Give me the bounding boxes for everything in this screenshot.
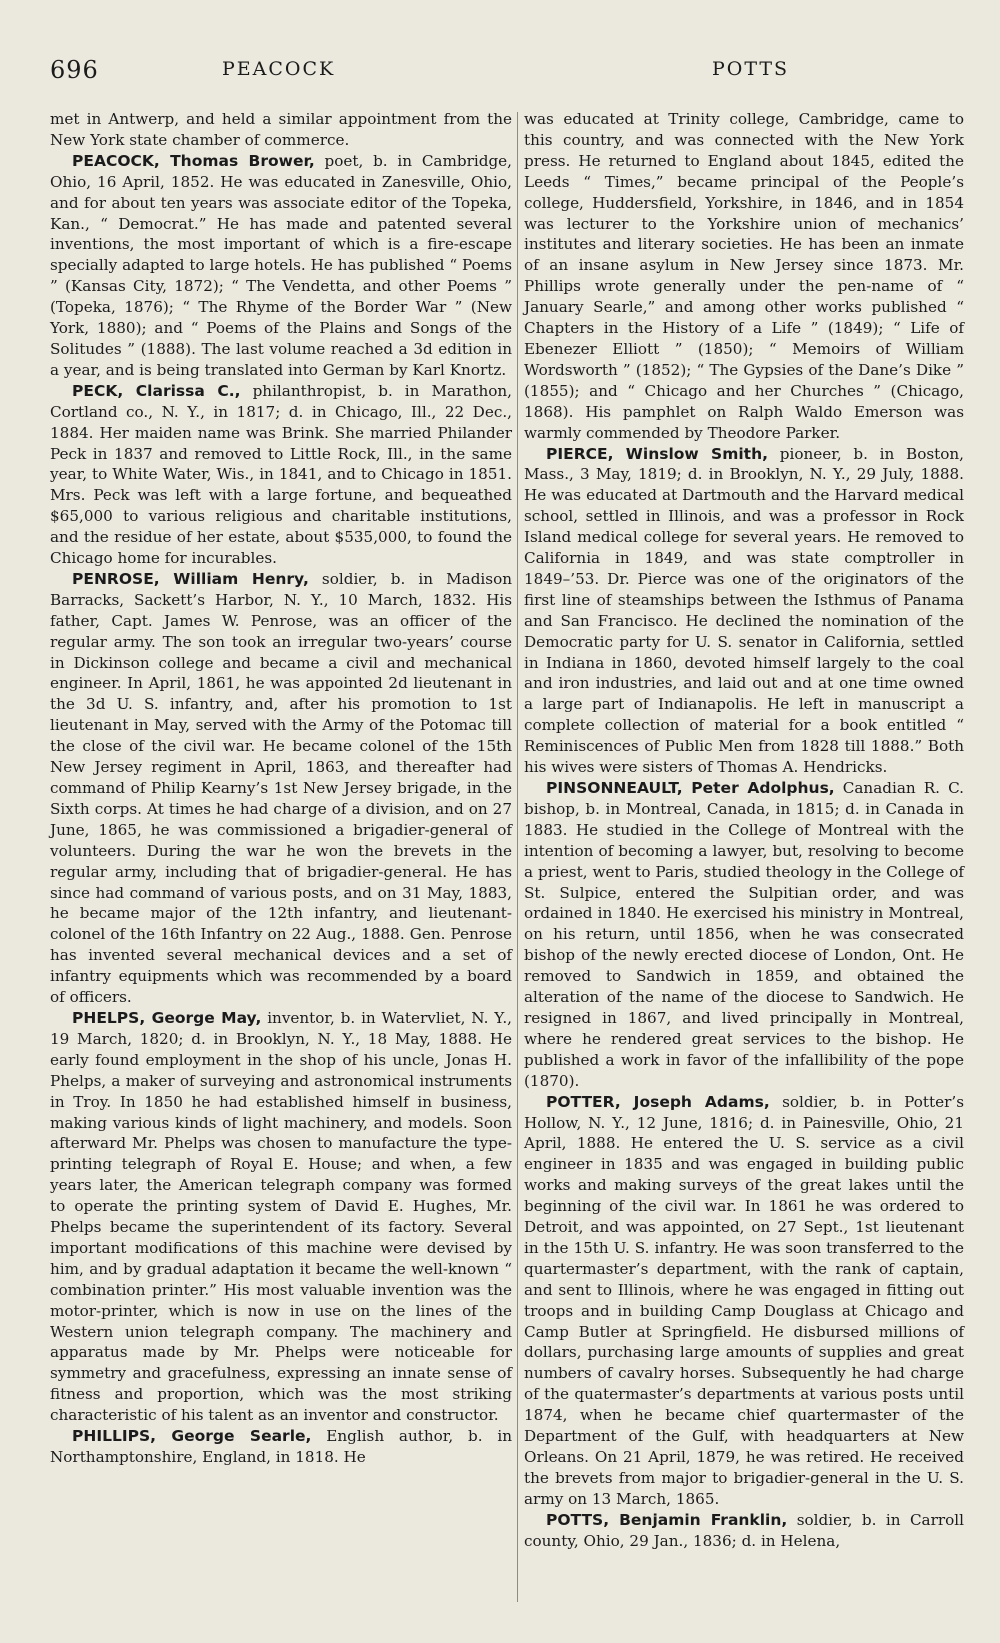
entry-pierce bbox=[524, 444, 964, 779]
entry-pinsonneault bbox=[524, 778, 964, 1092]
entry-text: soldier, b. in Madison Barracks, Sackett’s Harbor, N. Y., 10 March, 1832. His father, Capt. James W. Penrose, was an officer of the regular army. The son took an irregular two-years’ course in Dickinson college and became a civil and mechanical engineer. In April, 1861, he was appointed 2d lieutenant in the 3d U. S. infantry, and, after his promotion to 1st lieutenant in May, served with the Army of the Potomac till the close of the civil war. He became colonel of the 15th New Jersey regiment in April, 1863, and thereafter had command of Philip Kearny’s 1st New Jersey brigade, in the Sixth corps. At times he had charge of a division, and on 27 June, 1865, he was commissioned a brigadier-general of volunteers. During the war he won the brevets in the regular army, including that of brigadier-general. He has since had command of various posts, and on 31 May, 1883, he became major of the 12th infantry, and lieutenant-colonel of the 16th Infantry on 22 Aug., 1888. Gen. Penrose has invented several mechanical devices and a set of infantry equipments which was recommended by a board of officers. bbox=[50, 569, 512, 1007]
entry-potter bbox=[524, 1092, 964, 1510]
entry-name: POTTS, Benjamin Franklin, bbox=[546, 1510, 788, 1529]
entry-potts bbox=[524, 1510, 964, 1552]
entry-text: English author, b. in Northamptonshire, England, in 1818. He bbox=[50, 1427, 512, 1466]
page-number: 696 bbox=[50, 56, 99, 84]
entry-peacock bbox=[50, 151, 512, 381]
entry-text: soldier, b. in Potter’s Hollow, N. Y., 12 June, 1816; d. in Painesville, Ohio, 21 April, 1888. He entered the U. S. service as a civil engineer in 1835 and was engaged in building public works and making surveys of the great lakes until the beginning of the civil war. In 1861 he was ordered to Detroit, and was appointed, on 27 Sept., 1st lieutenant in the 15th U. S. infantry. He was soon transferred to the quartermaster’s department, with the rank of captain, and sent to Illinois, where he was engaged in fitting out troops and in building Camp Douglass at Chicago and Camp Butler at Springfield. He disbursed millions of dollars, purchasing large amounts of supplies and great numbers of cavalry horses. Subsequently he had charge of the quatermaster’s departments at various posts until 1874, when he became chief quartermaster of the Department of the Gulf, with headquarters at New Orleans. On 21 April, 1879, he was retired. He received the brevets from major to brigadier-general in the U. S. army on 13 March, 1865. bbox=[524, 1092, 964, 1508]
entry-text: Canadian R. C. bishop, b. in Montreal, Canada, in 1815; d. in Canada in 1883. He studied in the College of Montreal with the intention of becoming a lawyer, but, resolving to become a priest, went to Paris, studied theology in the College of St. Sulpice, entered the Sulpitian order, and was ordained in 1840. He exercised his ministry in Montreal, on his return, until 1856, when he was consecrated bishop of the newly erected diocese of London, Ont. He removed to Sandwich in 1859, and obtained the alteration of the name of the diocese to Sandwich. He resigned in 1867, and lived principally in Montreal, where he rendered great services to the bishop. He published a work in favor of the infallibility of the pope (1870). bbox=[524, 779, 964, 1090]
page-header bbox=[50, 56, 965, 96]
entry-text: pioneer, b. in Boston, Mass., 3 May, 1819; d. in Brooklyn, N. Y., 29 July, 1888. He was educated at Dartmouth and the Harvard medical school, settled in Illinois, and was a professor in Rock Island medical college for several years. He removed to California in 1849, and was state comptroller in 1849–’53. Dr. Pierce was one of the originators of the first line of steamships between the Isthmus of Panama and San Francisco. He declined the nomination of the Democratic party for U. S. senator in California, settled in Indiana in 1860, devoted himself largely to the coal and iron industries, and laid out and at one time owned a large part of Indianapolis. He left in manuscript a complete collection of material for a book entitled “ Reminiscences of Public Men from 1828 till 1888.” Both his wives were sisters of Thomas A. Hendricks. bbox=[524, 444, 964, 777]
entry-name: PHELPS, George May, bbox=[72, 1008, 262, 1027]
continuation-text: was educated at Trinity college, Cambridge, came to this country, and was connected with the New York press. He returned to England about 1845, edited the Leeds “ Times,” became principal of the People’s college, Huddersfield, Yorkshire, in 1846, and in 1854 was lecturer to the Yorkshire union of mechanics’ institutes and literary societies. He has been an inmate of an insane asylum in New Jersey since 1873. Mr. Phillips wrote generally under the pen-name of “ January Searle,” and among other works published “ Chapters in the History of a Life ” (1849); “ Life of Ebenezer Elliott ” (1850); “ Memoirs of William Wordsworth ” (1852); “ The Gypsies of the Dane’s Dike ” (1855); and “ Chicago and her Churches ” (Chicago, 1868). His pamphlet on Ralph Waldo Emerson was warmly commended by Theodore Parker. bbox=[524, 110, 964, 442]
entry-text: poet, b. in Cambridge, Ohio, 16 April, 1852. He was educated in Zanesville, Ohio, and for about ten years was associate editor of the Topeka, Kan., “ Democrat.” He has made and patented several inventions, the most important of which is a fire-escape specially adapted to large hotels. He has published “ Poems ” (Kansas City, 1872); “ The Vendetta, and other Poems ” (Topeka, 1876); “ The Rhyme of the Border War ” (New York, 1880); and “ Poems of the Plains and Songs of the Solitudes ” (1888). The last volume reached a 3d edition in a year, and is being translated into German by Karl Knortz. bbox=[50, 151, 512, 379]
entry-name: POTTER, Joseph Adams, bbox=[546, 1092, 770, 1111]
entry-text: philanthropist, b. in Marathon, Cortland co., N. Y., in 1817; d. in Chicago, Ill., 22 Dec., 1884. Her maiden name was Brink. She married Philander Peck in 1837 and removed to Little Rock, Ill., in the same year, to White Water, Wis., in 1841, and to Chicago in 1851. Mrs. Peck was left with a large fortune, and bequeathed $65,000 to various religious and charitable institutions, and the residue of her estate, about $535,000, to found the Chicago home for incurables. bbox=[50, 381, 512, 568]
entry-name: PINSONNEAULT, Peter Adolphus, bbox=[546, 779, 835, 797]
left-running-head: PEACOCK bbox=[222, 58, 336, 80]
entry-phelps bbox=[50, 1008, 512, 1426]
entry-name: PIERCE, Winslow Smith, bbox=[546, 444, 769, 463]
left-column bbox=[50, 109, 512, 1468]
right-running-head: POTTS bbox=[712, 58, 790, 80]
right-column bbox=[524, 109, 964, 1552]
column-divider bbox=[517, 112, 518, 1602]
entry-name: PECK, Clarissa C., bbox=[72, 381, 241, 400]
entry-peck bbox=[50, 381, 512, 569]
entry-name: PENROSE, William Henry, bbox=[72, 569, 309, 588]
entry-name: PHILLIPS, George Searle, bbox=[72, 1427, 312, 1446]
entry-penrose bbox=[50, 569, 512, 1008]
entry-phillips bbox=[50, 1426, 512, 1468]
entry-text: inventor, b. in Watervliet, N. Y., 19 March, 1820; d. in Brooklyn, N. Y., 18 May, 1888. He early found employment in the shop of his uncle, Jonas H. Phelps, a maker of surveying and astronomical instruments in Troy. In 1850 he had established himself in business, making various kinds of light machinery, and models. Soon afterward Mr. Phelps was chosen to manufacture the type-printing telegraph of Royal E. House; and when, a few years later, the American telegraph company was formed to operate the printing system of David E. Hughes, Mr. Phelps became the superintendent of its factory. Several important modifications of this machine were devised by him, and by gradual adaptation it became the well-known “ combination printer.” His most valuable invention was the motor-printer, which is now in use on the lines of the Western union telegraph company. The machinery and apparatus made by Mr. Phelps were noticeable for symmetry and gracefulness, expressing an innate sense of fitness and proportion, which was the most striking characteristic of his talent as an inventor and constructor. bbox=[50, 1008, 512, 1425]
entry-name: PEACOCK, Thomas Brower, bbox=[72, 151, 315, 170]
entry-text: soldier, b. in Carroll county, Ohio, 29 Jan., 1836; d. in Helena, bbox=[524, 1510, 964, 1550]
continuation-text: met in Antwerp, and held a similar appointment from the New York state chamber of commerce. bbox=[50, 110, 512, 149]
